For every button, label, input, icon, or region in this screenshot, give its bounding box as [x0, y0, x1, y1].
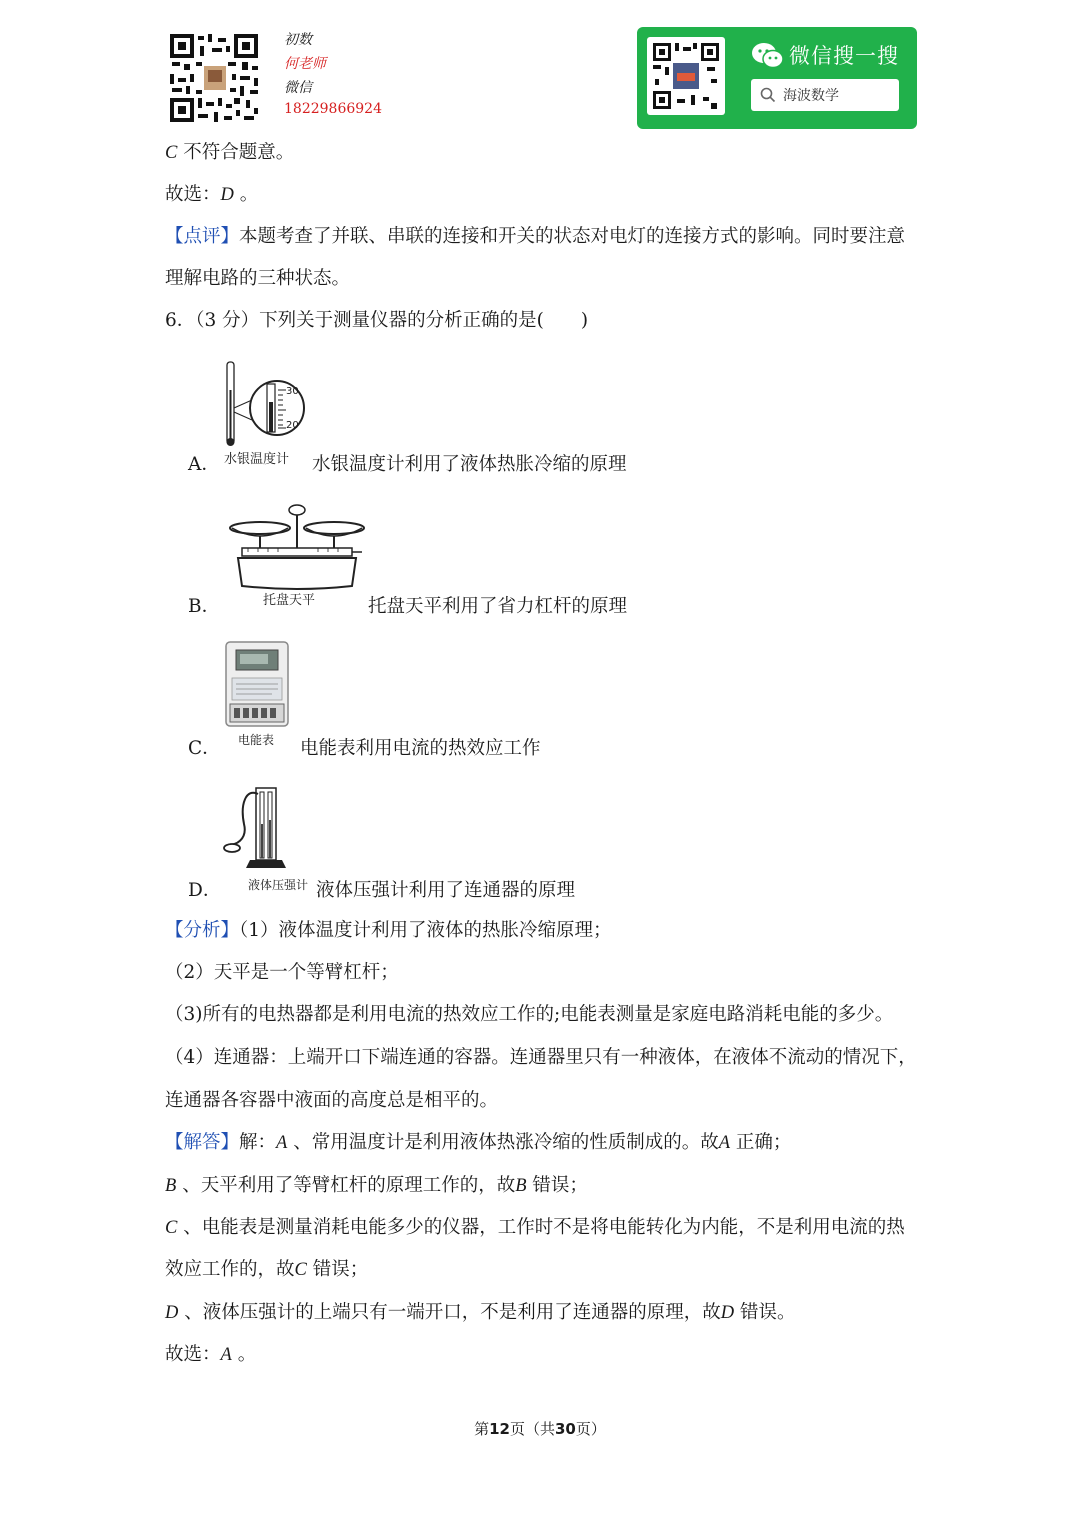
contact-line-grade: 初数 — [284, 32, 312, 48]
option-c-label[interactable]: C． — [188, 738, 221, 759]
option-d-caption: 液体压强计 — [248, 878, 309, 892]
analysis-tag: 【分析】 — [165, 920, 240, 941]
wechat-search-icon — [751, 41, 785, 71]
wechat-search-field[interactable] — [751, 79, 899, 111]
current-page-number: 12 — [489, 1420, 510, 1438]
option-b-caption: 托盘天平 — [263, 593, 316, 608]
solution-line-3: C 、电能表是测量消耗电能多少的仪器，工作时不是将电能转化为内能，不是利用电流的热 — [165, 1217, 905, 1238]
solution-line-2: B 、天平利用了等臂杠杆的原理工作的，故B 错误； — [165, 1175, 588, 1196]
prev-option-c-line: C 不符合题意。 — [165, 142, 295, 163]
contact-line-phone: 18229866924 — [284, 101, 382, 117]
analysis-line-1: 【分析】（1）液体温度计利用了液体的热胀冷缩原理； — [165, 920, 612, 941]
review-tag: 【点评】 — [165, 226, 240, 247]
balance-image — [228, 500, 368, 596]
contact-line-wechat: 微信 — [284, 80, 312, 96]
option-a-label[interactable]: A． — [188, 454, 220, 475]
analysis-line-2: （2）天平是一个等臂杠杆； — [165, 962, 399, 983]
solution-answer-line: 故选：A 。 — [165, 1344, 257, 1365]
review-line-2: 理解电路的三种状态。 — [165, 268, 351, 289]
magnifier-icon — [760, 87, 776, 107]
solution-line-4: 效应工作的，故C 错误； — [165, 1259, 369, 1280]
solution-line-1: 【解答】解：A 、常用温度计是利用液体热涨冷缩的性质制成的。故A 正确； — [165, 1132, 792, 1153]
thermometer-image — [222, 360, 312, 452]
question-stem: 6．（3 分）下列关于测量仪器的分析正确的是( ) — [165, 310, 589, 331]
wechat-qr-code — [647, 37, 725, 115]
page-footer: 第12页（共30页） — [474, 1420, 606, 1438]
wechat-search-banner[interactable] — [637, 27, 917, 129]
analysis-line-4: （4）连通器：上端开口下端连通的容器。连通器里只有一种液体，在液体不流动的情况下， — [165, 1047, 917, 1068]
analysis-line-3: （3)所有的电热器都是利用电流的热效应工作的;电能表测量是家庭电路消耗电能的多少。 — [165, 1004, 894, 1025]
option-c-text: 电能表利用电流的热效应工作 — [300, 738, 541, 759]
option-b-text: 托盘天平利用了省力杠杆的原理 — [368, 596, 628, 617]
wechat-search-title: 微信搜一搜 — [789, 44, 899, 68]
contact-qr-code — [168, 32, 260, 124]
option-c-caption: 电能表 — [238, 733, 275, 747]
wechat-search-query: 海波数学 — [783, 88, 839, 104]
review-line-1: 【点评】本题考查了并联、串联的连接和开关的状态对电灯的连接方式的影响。同时要注意 — [165, 226, 906, 247]
thermometer-tick-20: 20 — [286, 420, 299, 431]
pressure-gauge-image — [222, 784, 292, 878]
option-a-text: 水银温度计利用了液体热胀冷缩的原理 — [312, 454, 627, 475]
solution-line-5: D 、液体压强计的上端只有一端开口，不是利用了连通器的原理，故D 错误。 — [165, 1302, 796, 1323]
prev-answer-line: 故选：D 。 — [165, 184, 259, 205]
total-page-count: 30 — [555, 1420, 576, 1438]
contact-line-teacher: 何老师 — [284, 56, 326, 72]
option-b-label[interactable]: B． — [188, 596, 221, 617]
electric-meter-image — [224, 640, 290, 734]
thermometer-tick-30: 30 — [286, 386, 299, 397]
analysis-line-5: 连通器各容器中液面的高度总是相平的。 — [165, 1090, 499, 1111]
option-d-label[interactable]: D． — [188, 880, 222, 901]
solution-tag: 【解答】 — [165, 1132, 240, 1153]
option-d-text: 液体压强计利用了连通器的原理 — [316, 880, 576, 901]
option-a-caption: 水银温度计 — [224, 452, 290, 467]
